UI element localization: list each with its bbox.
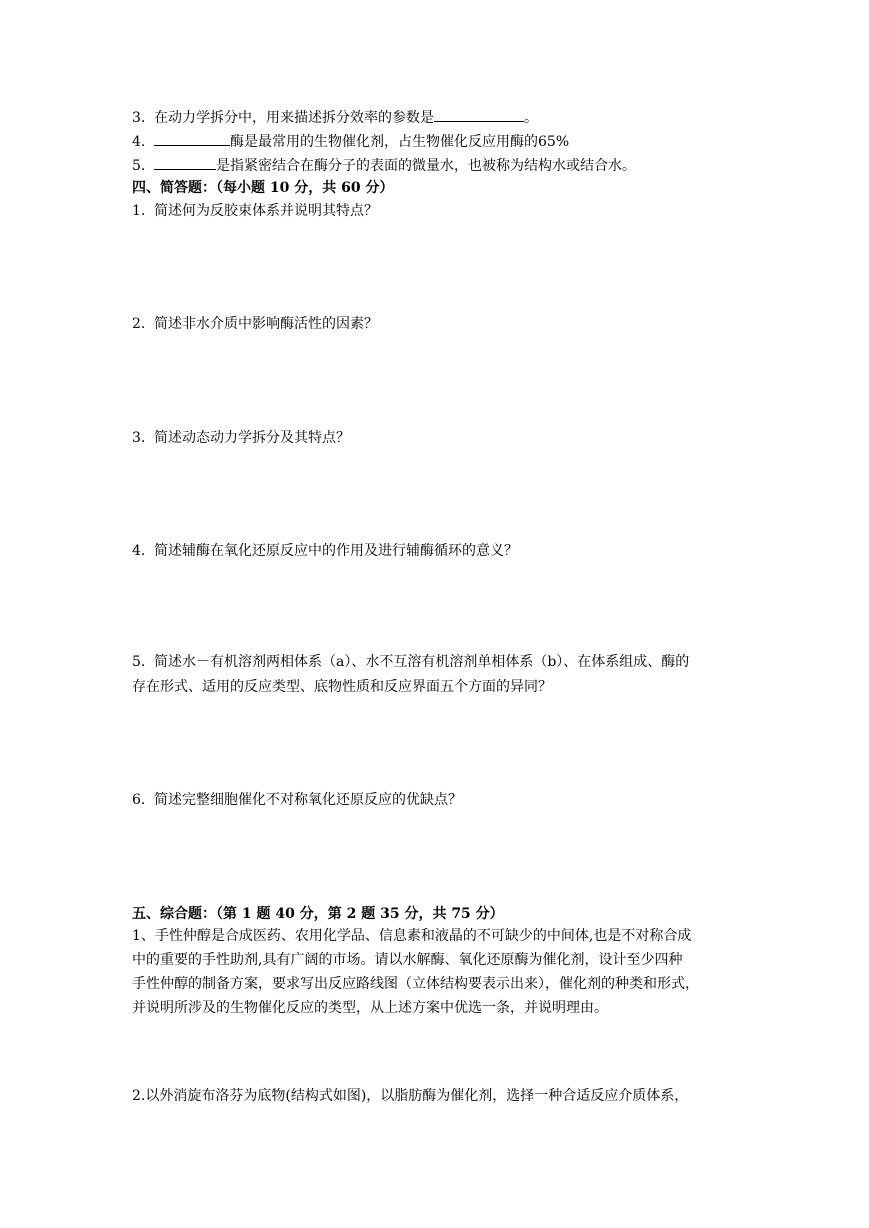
question-number: 1. (132, 203, 146, 219)
blank-question-3 (132, 106, 538, 126)
answer-blank (154, 130, 230, 146)
question-text: 是指紧密结合在酶分子的表面的微量水，也被称为结构水或结合水。 (216, 158, 636, 174)
question-number: 5. (132, 654, 146, 670)
short-answer-question-5-line-1 (132, 652, 689, 672)
question-number: 3. (132, 110, 146, 126)
comprehensive-question-1-line-3: 手性仲醇的制备方案，要求写出反应路线图（立体结构要表示出来），催化剂的种类和形式， (132, 976, 699, 992)
short-answer-question-2 (132, 314, 378, 334)
comprehensive-question-1-line-4: 并说明所涉及的生物催化反应的类型，从上述方案中优选一条，并说明理由。 (132, 1000, 608, 1016)
question-number: 3. (132, 430, 146, 446)
question-text: 简述非水介质中影响酶活性的因素？ (154, 316, 378, 332)
answer-blank (154, 154, 216, 170)
question-text: 酶是最常用的生物催化剂，占生物催化反应用酶的65% (230, 134, 570, 150)
question-number: 4. (132, 134, 146, 150)
blank-question-4 (132, 130, 569, 150)
question-text: 在动力学拆分中，用来描述拆分效率的参数是 (154, 110, 434, 126)
question-text: 简述水－有机溶剂两相体系（a）、水不互溶有机溶剂单相体系（b）、在体系组成、酶的 (154, 654, 690, 670)
short-answer-question-4 (132, 541, 518, 561)
comprehensive-question-1-line-2: 中的重要的手性助剂,具有广阔的市场。请以水解酶、氧化还原酶为催化剂，设计至少四种 (132, 952, 683, 968)
blank-question-5 (132, 154, 636, 174)
short-answer-question-3 (132, 428, 350, 448)
question-text: 简述辅酶在氧化还原反应中的作用及进行辅酶循环的意义？ (154, 543, 518, 559)
short-answer-question-1 (132, 201, 378, 221)
section-heading-comprehensive: 五、综合题：（第 1 题 40 分，第 2 题 35 分，共 75 分） (132, 906, 504, 922)
question-number: 4. (132, 543, 146, 559)
comprehensive-question-2-line-1: 2.以外消旋布洛芬为底物(结构式如图)，以脂肪酶为催化剂，选择一种合适反应介质体系， (132, 1088, 689, 1104)
section-heading-short-answer: 四、简答题：（每小题 10 分，共 60 分） (132, 180, 394, 196)
question-number: 5. (132, 158, 146, 174)
question-number: 2. (132, 316, 146, 332)
question-number: 6. (132, 792, 146, 808)
short-answer-question-6 (132, 790, 462, 810)
question-text: 简述完整细胞催化不对称氧化还原反应的优缺点？ (154, 792, 462, 808)
question-text-end: 。 (524, 110, 538, 126)
answer-blank (434, 106, 524, 122)
short-answer-question-5-line-2: 存在形式、适用的反应类型、底物性质和反应界面五个方面的异同？ (132, 679, 552, 695)
question-text: 简述动态动力学拆分及其特点？ (154, 430, 350, 446)
question-text: 简述何为反胶束体系并说明其特点？ (154, 203, 378, 219)
comprehensive-question-1-line-1: 1、手性仲醇是合成医药、农用化学品、信息素和液晶的不可缺少的中间体,也是不对称合成 (132, 928, 692, 944)
